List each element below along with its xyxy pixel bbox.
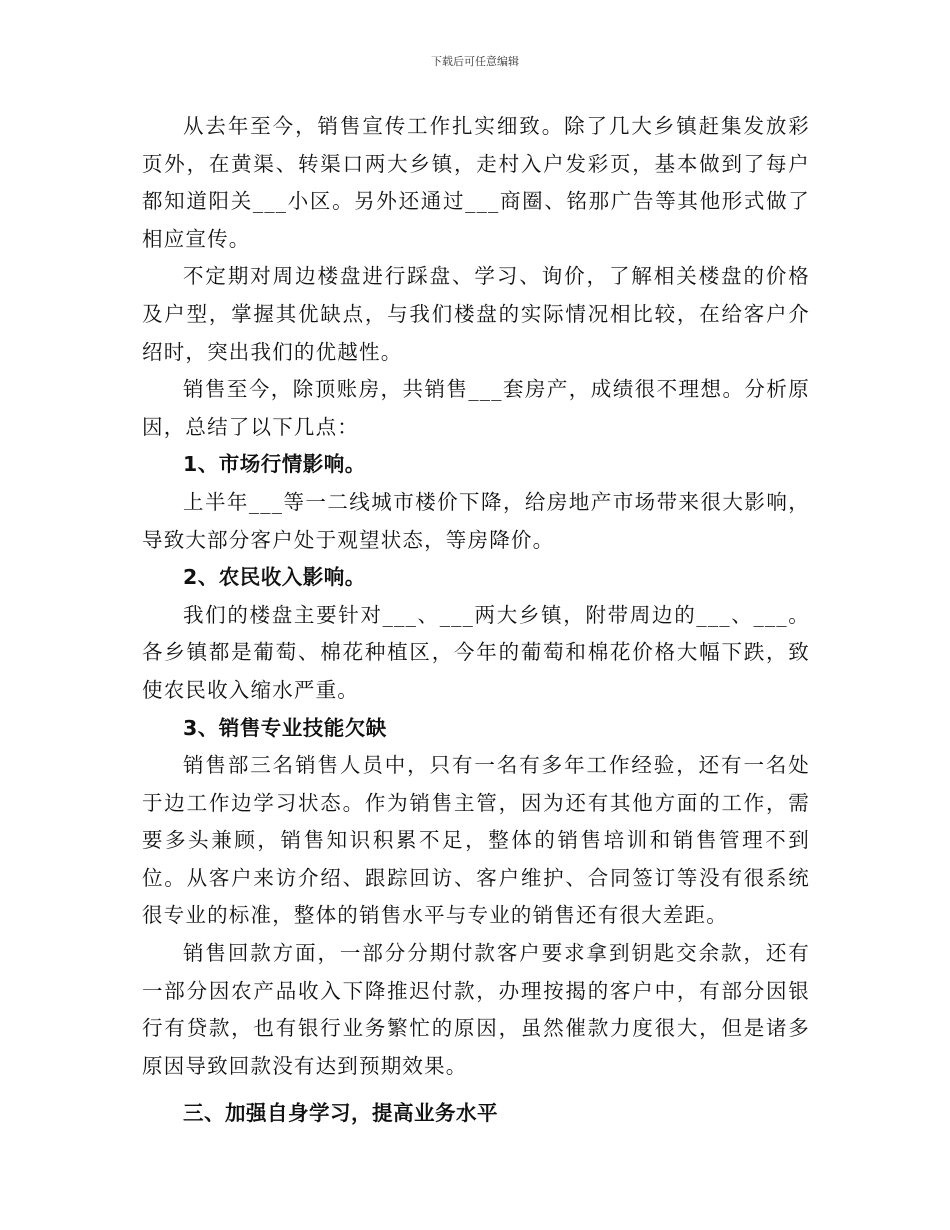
page-header-note: 下载后可任意编辑 — [431, 55, 519, 68]
paragraph-sales-skills: 销售部三名销售人员中，只有一名有多年工作经验，还有一名处于边工作边学习状态。作为销售主管，因为还有其他方面的工作，需要多头兼顾，销售知识积累不足，整体的销售培训和销售管理不到位。从客户来访介绍、跟踪回访、客户维护、合同签订等没有很系统很专业的标准，整体的销售水平与专业的销售还有很大差距。 — [142, 753, 810, 928]
paragraph-competitor-research: 不定期对周边楼盘进行踩盘、学习、询价，了解相关楼盘的价格及户型，掌握其优缺点，与我们楼盘的实际情况相比较，在给客户介绍时，突出我们的优越性。 — [142, 264, 810, 364]
heading-farmer-income: 2、农民收入影响。 — [183, 565, 366, 590]
section-heading-self-learning: 三、加强自身学习，提高业务水平 — [183, 1101, 498, 1126]
document-body — [142, 108, 810, 1133]
heading-market-conditions: 1、市场行情影响。 — [183, 452, 366, 477]
paragraph-sales-summary: 销售至今，除顶账房，共销售___套房产，成绩很不理想。分析原因，总结了以下几点： — [142, 377, 810, 439]
heading-sales-skills: 3、销售专业技能欠缺 — [183, 715, 387, 740]
paragraph-market-conditions: 上半年___等一二线城市楼价下降，给房地产市场带来很大影响，导致大部分客户处于观望状态，等房降价。 — [142, 489, 810, 552]
paragraph-farmer-income: 我们的楼盘主要针对___、___两大乡镇，附带周边的___、___。各乡镇都是葡萄、棉花种植区，今年的葡萄和棉花价格大幅下跌，致使农民收入缩水严重。 — [142, 602, 810, 702]
paragraph-sales-promotion: 从去年至今，销售宣传工作扎实细致。除了几大乡镇赶集发放彩页外，在黄渠、转渠口两大乡镇，走村入户发彩页，基本做到了每户都知道阳关___小区。另外还通过___商圈、铭那广告等其他形式做了相应宣传。 — [142, 114, 810, 251]
paragraph-payment-collection: 销售回款方面，一部分分期付款客户要求拿到钥匙交余款，还有一部分因农产品收入下降推迟付款，办理按揭的客户中，有部分因银行有贷款，也有银行业务繁忙的原因，虽然催款力度很大，但是诸多原因导致回款没有达到预期效果。 — [142, 941, 810, 1078]
